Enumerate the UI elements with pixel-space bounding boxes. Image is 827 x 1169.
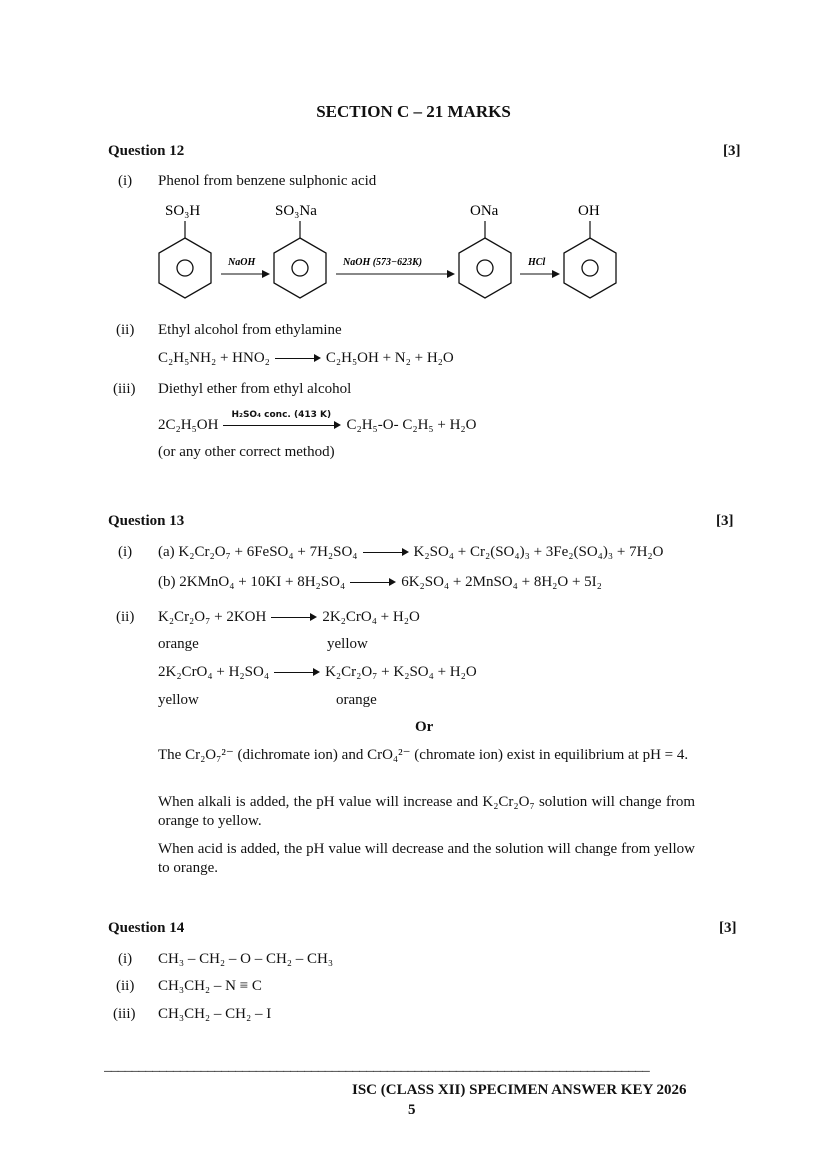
reagent-3: HCl [528, 257, 546, 268]
q13-i-b-equation [158, 574, 602, 591]
reagent-2: NaOH (573−623K) [343, 257, 423, 268]
q14-iii-num: (iii) [113, 1006, 136, 1022]
q13-marks: [3] [716, 513, 734, 529]
q14-title: Question 14 [108, 920, 185, 936]
q13-ii-eq1-lhs: K₂Cr₂O₇ + 2KOH [158, 609, 267, 625]
reaction-arrow [350, 578, 396, 588]
q12-iii-note: (or any other correct method) [158, 444, 335, 460]
reaction-arrow [275, 354, 321, 364]
label-so3na: SO₃Na [275, 203, 317, 219]
label-ona: ONa [470, 203, 499, 219]
q13-i-a-lhs: (a) K₂Cr₂O₇ + 6FeSO₄ + 7H₂SO₄ [158, 544, 358, 560]
q13-ii-eq1 [158, 609, 420, 626]
q13-ii-paragraph-1: The Cr₂O₇²⁻ (dichromate ion) and CrO₄²⁻ (chromate ion) exist in equilibrium at pH = 4. [158, 747, 689, 763]
q13-ii-paragraph-3: When acid is added, the pH value will decrease and the solution will change from yellow to orange. [158, 841, 695, 876]
q12-iii-equation [158, 409, 477, 434]
q12-ii-num: (ii) [116, 322, 135, 338]
q12-ii-lhs: C₂H₅NH₂ + HNO₂ [158, 350, 270, 366]
benzene-ring-4 [564, 221, 616, 298]
q12-ii-equation [158, 350, 454, 367]
q13-i-b-rhs: 6K₂SO₄ + 2MnSO₄ + 8H₂O + 5I₂ [401, 574, 602, 590]
color-label-yellow: yellow [158, 692, 199, 708]
or-separator: Or [415, 719, 434, 735]
benzene-ring-2 [274, 221, 326, 298]
q12-title: Question 12 [108, 143, 185, 159]
reaction-condition: H₂SO₄ conc. (413 K) [231, 409, 332, 420]
phenol-reaction-scheme [150, 198, 630, 308]
label-so3h: SO₃H [165, 203, 201, 219]
q13-i-a-equation [158, 544, 664, 561]
q13-ii-paragraph-2: When alkali is added, the pH value will increase and K₂Cr₂O₇ solution will change from orange to yellow. [158, 794, 695, 829]
footer-text: ISC (CLASS XII) SPECIMEN ANSWER KEY 2026 [352, 1082, 687, 1098]
q14-ii-num: (ii) [116, 978, 135, 994]
q13-i-a-rhs: K₂SO₄ + Cr₂(SO₄)₃ + 3Fe₂(SO₄)₃ + 7H₂O [413, 544, 664, 560]
reaction-arrow [223, 409, 341, 431]
section-title: SECTION C – 21 MARKS [316, 102, 511, 121]
q12-i-num: (i) [118, 173, 133, 189]
q12-iii-rhs: C₂H₅-O- C₂H₅ + H₂O [346, 417, 477, 433]
q13-ii-num: (ii) [116, 609, 135, 625]
label-oh: OH [578, 203, 600, 219]
q13-ii-eq2-lhs: 2K₂CrO₄ + H₂SO₄ [158, 664, 270, 680]
q13-title: Question 13 [108, 513, 185, 529]
q12-iii-lhs: 2C₂H₅OH [158, 417, 219, 433]
footer-rule: _______________________________________________________________________________ [104, 1058, 650, 1074]
q12-iii-text: Diethyl ether from ethyl alcohol [158, 381, 352, 397]
reagent-1: NaOH [228, 257, 256, 268]
q12-marks: [3] [723, 143, 741, 159]
q13-i-num: (i) [118, 544, 133, 560]
q13-ii-eq2 [158, 664, 477, 681]
color-label-yellow: yellow [327, 636, 368, 652]
q13-ii-eq1-rhs: 2K₂CrO₄ + H₂O [322, 609, 420, 625]
color-label-orange: orange [158, 636, 199, 652]
q12-iii-num: (iii) [113, 381, 136, 397]
reaction-arrow [363, 548, 409, 558]
q14-iii-text: CH₃CH₂ – CH₂ – I [158, 1006, 272, 1022]
benzene-ring-1 [159, 221, 211, 298]
color-label-orange: orange [336, 692, 377, 708]
q13-ii-eq2-rhs: K₂Cr₂O₇ + K₂SO₄ + H₂O [325, 664, 477, 680]
q14-i-num: (i) [118, 951, 133, 967]
page-number: 5 [408, 1102, 416, 1118]
q14-i-text: CH₃ – CH₂ – O – CH₂ – CH₃ [158, 951, 334, 967]
reaction-arrow [274, 668, 320, 678]
q14-ii-text: CH₃CH₂ – N ≡ C [158, 978, 262, 994]
reaction-arrow [271, 613, 317, 623]
q12-ii-text: Ethyl alcohol from ethylamine [158, 322, 342, 338]
q13-i-b-lhs: (b) 2KMnO₄ + 10KI + 8H₂SO₄ [158, 574, 346, 590]
q14-marks: [3] [719, 920, 737, 936]
benzene-ring-3 [459, 221, 511, 298]
q12-ii-rhs: C₂H₅OH + N₂ + H₂O [325, 350, 454, 366]
q12-i-text: Phenol from benzene sulphonic acid [158, 173, 377, 189]
